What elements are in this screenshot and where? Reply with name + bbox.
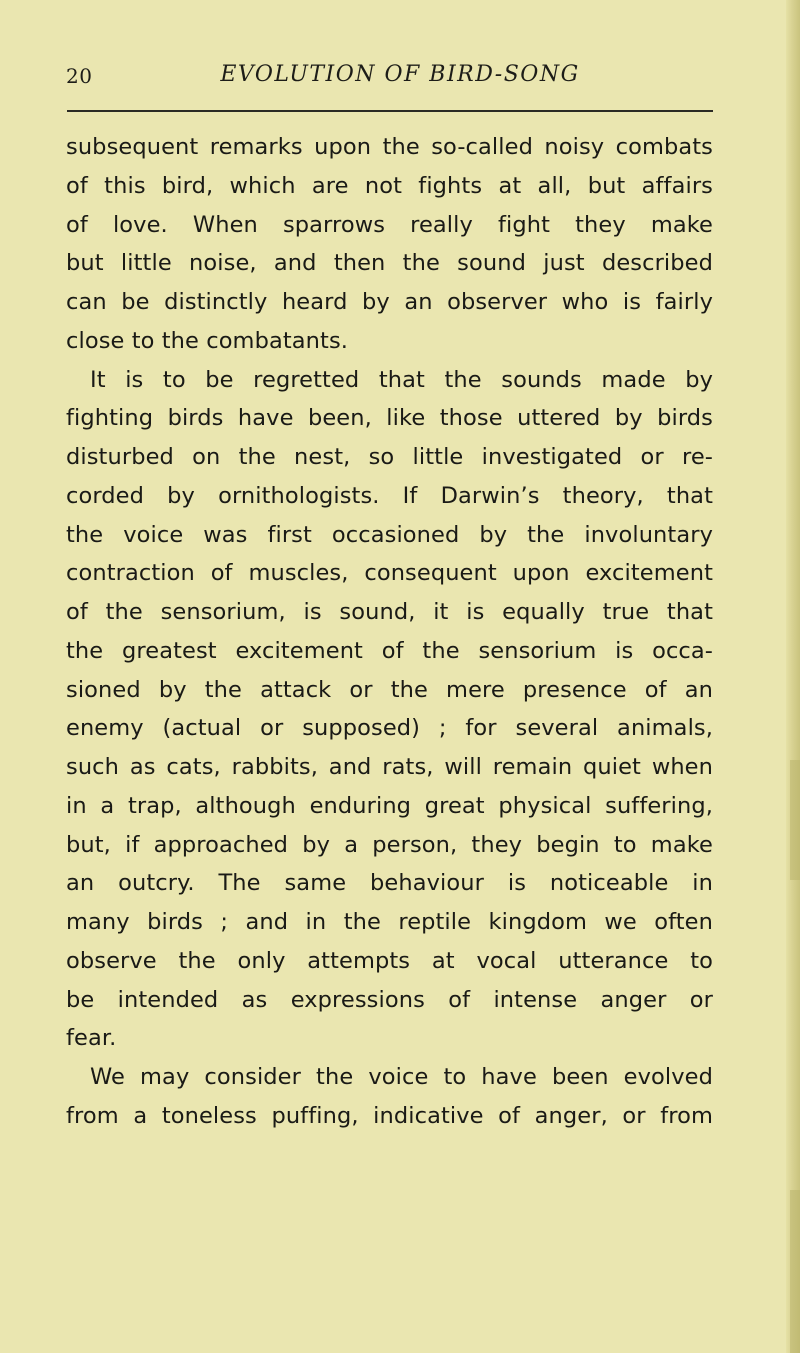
text-line: such as cats, rabbits, and rats, will remain quiet when	[66, 754, 713, 780]
text-line: enemy (actual or supposed) ; for several animals,	[66, 715, 713, 742]
header-rule	[67, 110, 713, 112]
text-line: of love. When sparrows really fight they make	[66, 211, 713, 238]
text-line: close to the combatants.	[66, 327, 349, 354]
text-line: but little noise, and then the sound just described	[66, 250, 713, 277]
text-line: contraction of muscles, consequent upon excitement	[66, 560, 713, 587]
text-line: of the sensorium, is sound, it is equally true that	[66, 599, 713, 625]
text-line: but, if approached by a person, they begin to make	[66, 831, 713, 858]
paragraph-start: It is to be regretted that the sounds made by	[90, 366, 713, 393]
text-line: from a toneless puffing, indicative of anger, or from	[66, 1102, 713, 1129]
page-edge-shadow	[786, 0, 800, 1353]
text-line: the greatest excitement of the sensorium is occa-	[66, 637, 713, 664]
text-line: can be distinctly heard by an observer who is fairly	[66, 289, 713, 315]
text-line: of this bird, which are not fights at all, but affairs	[66, 172, 713, 199]
running-title: EVOLUTION OF BIRD-SONG	[220, 62, 580, 87]
page-number: 20	[66, 64, 93, 88]
text-line: corded by ornithologists. If Darwin’s theory, that	[66, 482, 713, 509]
text-line: fear.	[66, 1025, 117, 1052]
text-line: observe the only attempts at vocal utterance to	[66, 947, 713, 974]
text-line: many birds ; and in the reptile kingdom we often	[66, 909, 713, 935]
text-line: subsequent remarks upon the so-called noisy combats	[66, 134, 713, 160]
text-line: sioned by the attack or the mere presence of an	[66, 676, 713, 703]
text-line: in a trap, although enduring great physical suffering,	[66, 792, 713, 819]
text-line: an outcry. The same behaviour is noticeable in	[66, 870, 713, 897]
paragraph-start: We may consider the voice to have been evolved	[90, 1064, 713, 1090]
text-line: disturbed on the nest, so little investigated or re-	[66, 444, 713, 470]
text-line: fighting birds have been, like those uttered by birds	[66, 405, 713, 432]
text-line: the voice was first occasioned by the involuntary	[66, 521, 713, 548]
body-text	[66, 128, 713, 1136]
page-edge-stain	[790, 760, 800, 880]
page-edge-stain	[790, 1190, 800, 1353]
text-line: be intended as expressions of intense anger or	[66, 986, 713, 1013]
